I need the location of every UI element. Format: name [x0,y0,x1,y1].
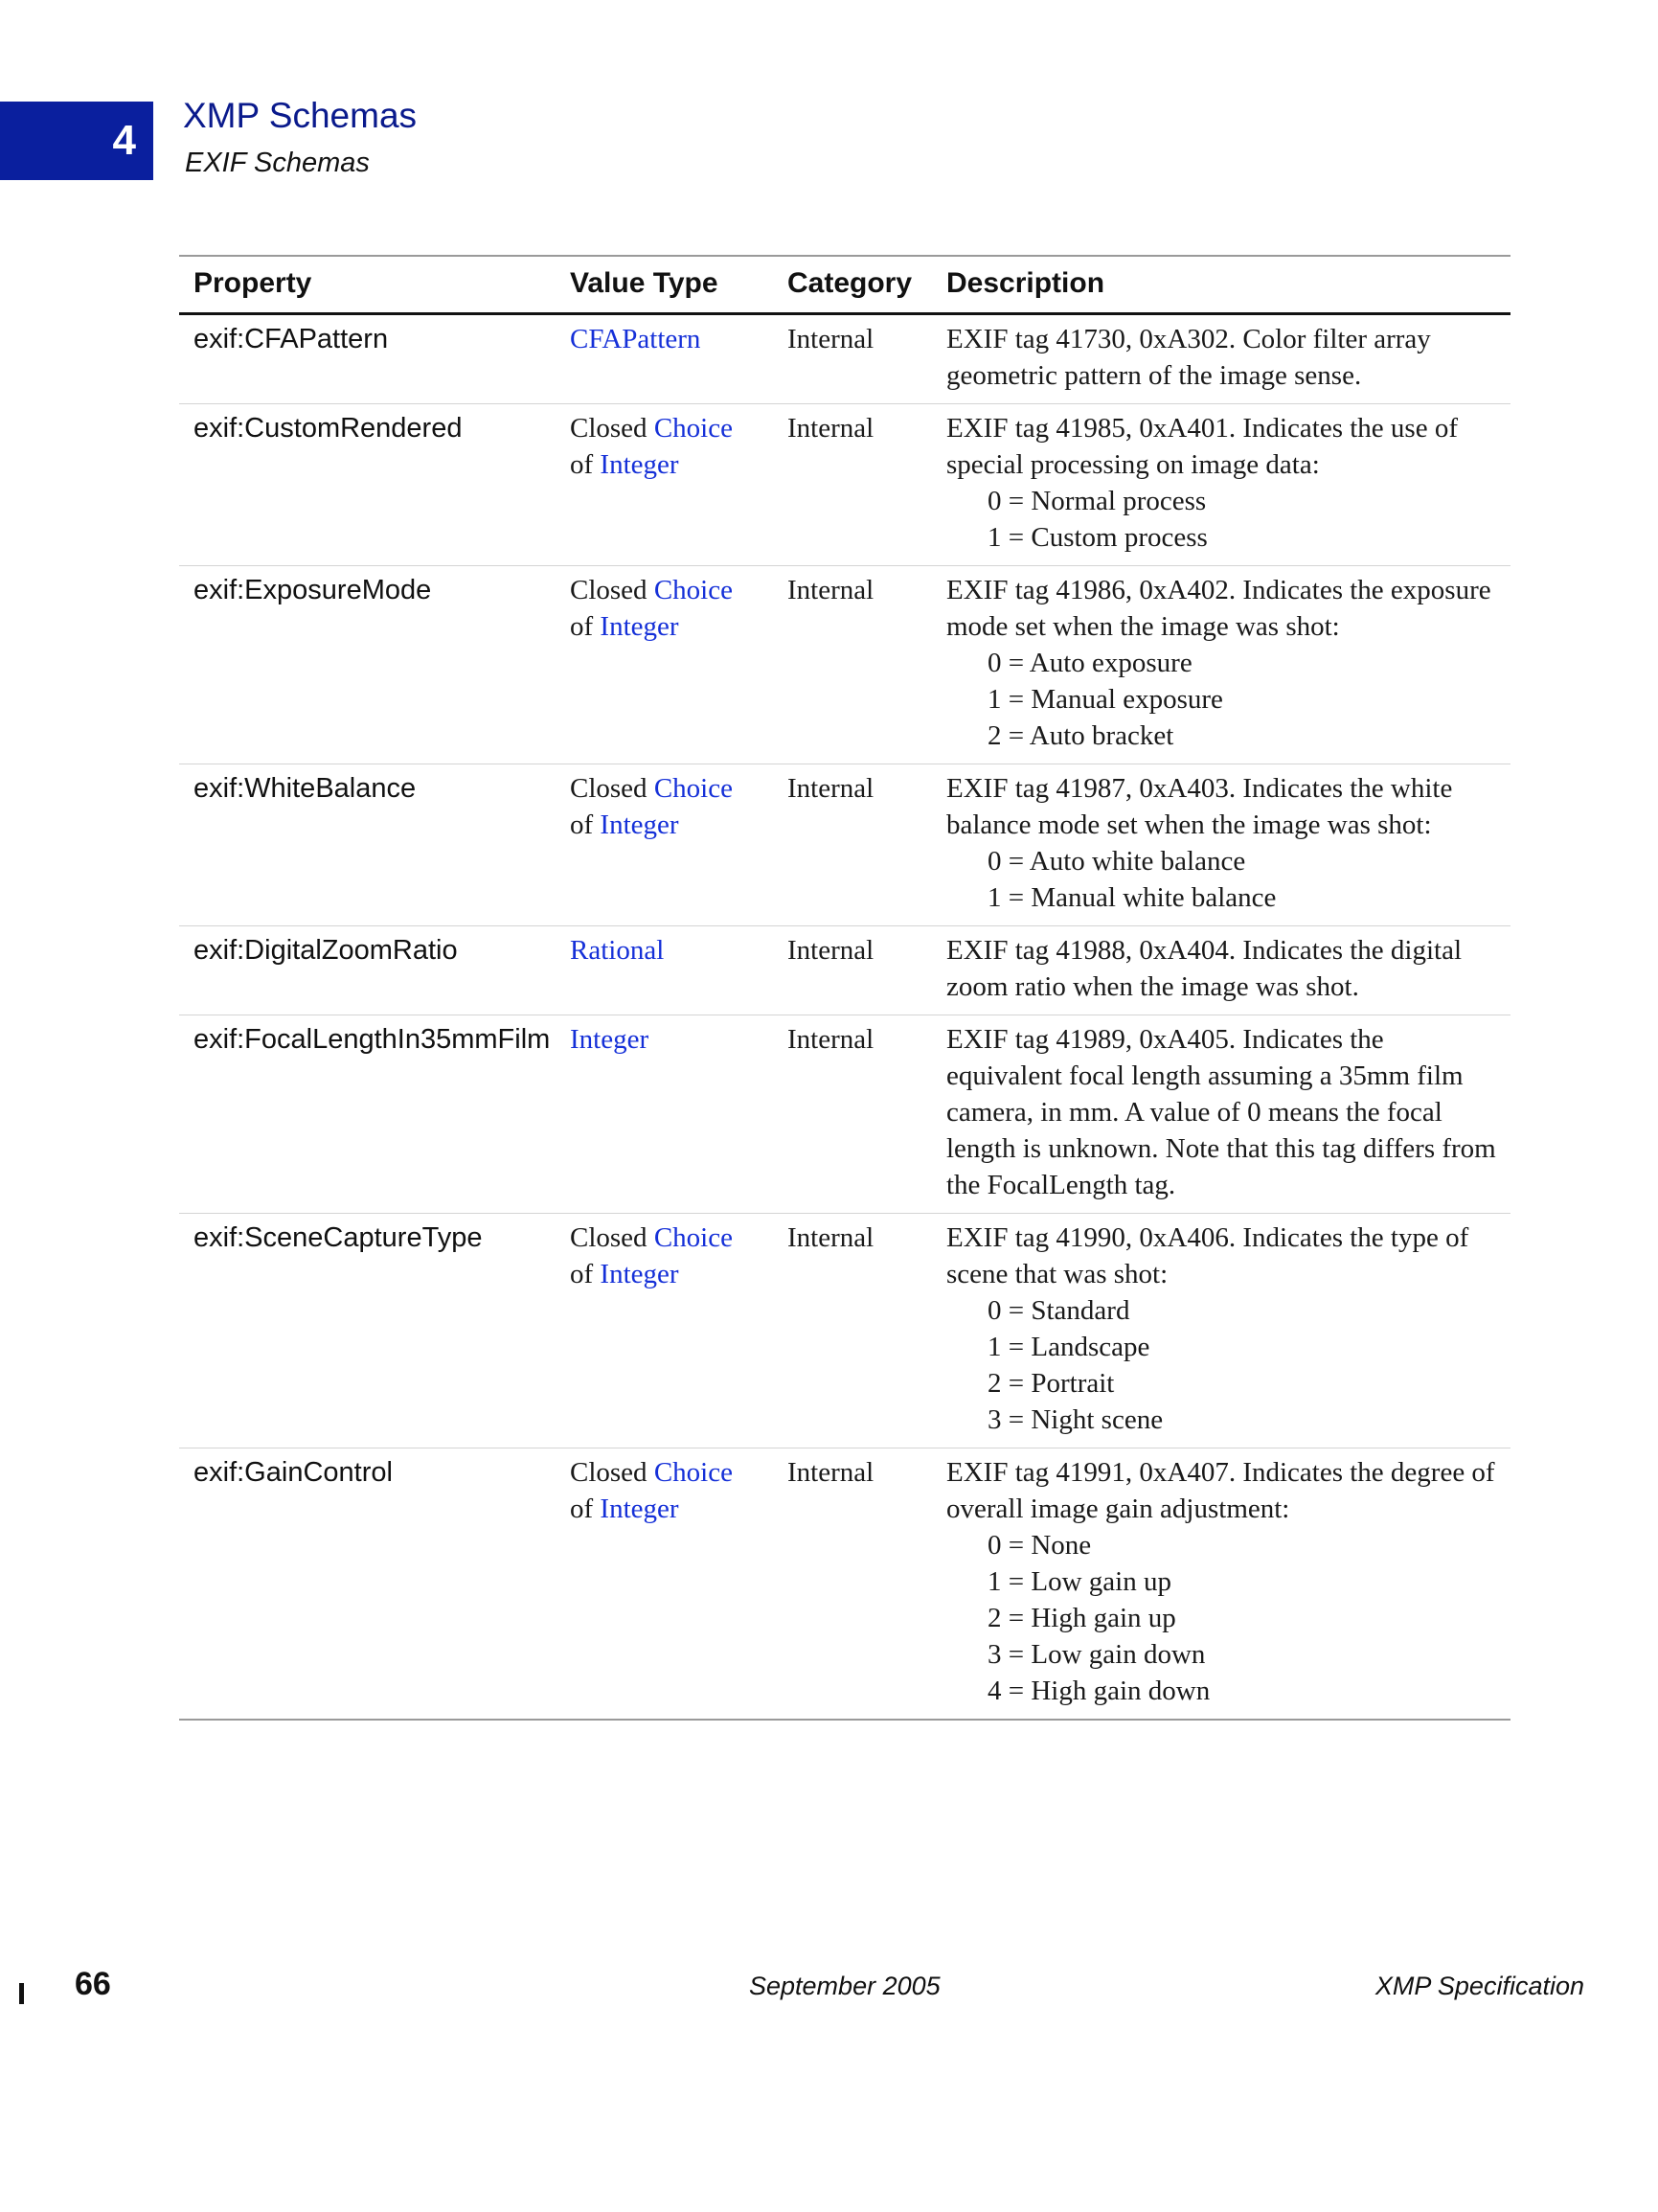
value-type-cell [556,764,773,926]
property-name: exif:SceneCaptureType [193,1222,483,1253]
column-header-category: Category [787,267,913,299]
column-header-value-type: Value Type [570,267,718,299]
description-cell [932,764,1510,926]
enum-value: 0 = Normal process [988,486,1207,516]
category-cell: Internal [787,324,874,354]
category-cell: Internal [787,575,874,605]
table-row [179,1015,1510,1214]
value-type-text: Closed [570,1222,654,1253]
table-row [179,926,1510,1015]
category-cell: Internal [787,1222,874,1253]
value-type-link[interactable]: CFAPattern [570,324,701,354]
category-cell: Internal [787,1457,874,1488]
enum-value: 1 = Low gain up [988,1566,1171,1597]
value-type-link[interactable]: Integer [570,1024,649,1055]
enum-value: 0 = Auto exposure [988,648,1192,678]
value-type-cell [556,404,773,566]
enum-value: 2 = Portrait [988,1368,1115,1399]
value-type-cell [556,926,773,1015]
description-cell [932,1214,1510,1448]
footer-date: September 2005 [749,1972,941,2000]
value-type-text: of [570,810,601,840]
value-type-text: of [570,1259,601,1289]
property-name: exif:WhiteBalance [193,773,417,804]
value-type-text: of [570,449,601,480]
property-name: exif:CustomRendered [193,413,463,444]
value-type-cell [556,566,773,764]
description-text: EXIF tag 41991, 0xA407. Indicates the degree of overall image gain adjustment: [946,1457,1495,1524]
property-name: exif:FocalLengthIn35mmFilm [193,1024,551,1055]
table-header-row [179,256,1510,314]
value-type-link[interactable]: Integer [600,1259,679,1289]
enum-value: 2 = High gain up [988,1603,1176,1633]
value-type-cell [556,314,773,404]
value-type-link[interactable]: Integer [600,449,679,480]
chapter-number-tab [0,102,153,180]
column-header-description: Description [946,267,1105,299]
value-type-cell [556,1015,773,1214]
description-cell [932,926,1510,1015]
category-cell: Internal [787,773,874,804]
table-row [179,566,1510,764]
description-cell [932,1448,1510,1721]
description-text: EXIF tag 41988, 0xA404. Indicates the digital zoom ratio when the image was shot. [946,935,1463,1002]
category-cell: Internal [787,1024,874,1055]
value-type-text: of [570,611,601,642]
description-text: EXIF tag 41987, 0xA403. Indicates the white balance mode set when the image was shot: [946,773,1453,840]
value-type-text: of [570,1494,601,1524]
property-table [179,255,1510,1721]
enum-value: 0 = None [988,1530,1092,1561]
description-cell [932,1015,1510,1214]
description-cell [932,314,1510,404]
value-type-link[interactable]: Rational [570,935,665,966]
description-cell [932,566,1510,764]
enum-value: 4 = High gain down [988,1676,1211,1706]
enum-value: 0 = Standard [988,1295,1130,1326]
description-text: EXIF tag 41985, 0xA401. Indicates the use of special processing on image data: [946,413,1458,480]
description-text: EXIF tag 41990, 0xA406. Indicates the type of scene that was shot: [946,1222,1469,1289]
value-type-text: Closed [570,575,654,605]
chapter-title[interactable]: XMP Schemas [183,96,418,135]
description-cell [932,404,1510,566]
description-text: EXIF tag 41989, 0xA405. Indicates the equivalent focal length assuming a 35mm film camera, in mm. A value of 0 means the focal length is unknown. Note that this tag differs from the FocalLength tag. [946,1024,1496,1200]
page-number: 66 [75,1966,111,2002]
description-text: EXIF tag 41986, 0xA402. Indicates the exposure mode set when the image was shot: [946,575,1491,642]
value-type-text: Closed [570,773,654,804]
category-cell: Internal [787,935,874,966]
property-name: exif:ExposureMode [193,575,432,605]
change-bar [19,1983,24,2004]
value-type-link[interactable]: Choice [653,1222,733,1253]
value-type-link[interactable]: Integer [600,810,679,840]
value-type-text: Closed [570,413,654,444]
value-type-link[interactable]: Choice [653,1457,733,1488]
table-row [179,404,1510,566]
value-type-link[interactable]: Choice [653,413,733,444]
section-title[interactable]: EXIF Schemas [185,148,370,178]
enum-value: 0 = Auto white balance [988,846,1246,877]
chapter-number: 4 [112,117,136,164]
enum-value: 3 = Low gain down [988,1639,1206,1670]
category-cell: Internal [787,413,874,444]
enum-value: 1 = Custom process [988,522,1208,553]
property-name: exif:GainControl [193,1457,393,1488]
enum-value: 1 = Landscape [988,1332,1150,1362]
value-type-text: Closed [570,1457,654,1488]
table-row [179,764,1510,926]
property-name: exif:DigitalZoomRatio [193,935,458,966]
table-body [179,314,1510,1721]
enum-value: 1 = Manual exposure [988,684,1223,715]
table-row [179,1214,1510,1448]
value-type-link[interactable]: Choice [653,773,733,804]
enum-value: 2 = Auto bracket [988,720,1174,751]
value-type-link[interactable]: Integer [600,611,679,642]
footer-document-title: XMP Specification [1374,1972,1584,2000]
enum-value: 1 = Manual white balance [988,882,1277,913]
value-type-cell [556,1448,773,1721]
value-type-cell [556,1214,773,1448]
enum-value: 3 = Night scene [988,1404,1164,1435]
table-row [179,1448,1510,1721]
description-text: EXIF tag 41730, 0xA302. Color filter array geometric pattern of the image sense. [946,324,1431,391]
property-name: exif:CFAPattern [193,324,389,354]
column-header-property: Property [193,267,312,299]
value-type-link[interactable]: Integer [600,1494,679,1524]
table-row [179,314,1510,404]
value-type-link[interactable]: Choice [653,575,733,605]
